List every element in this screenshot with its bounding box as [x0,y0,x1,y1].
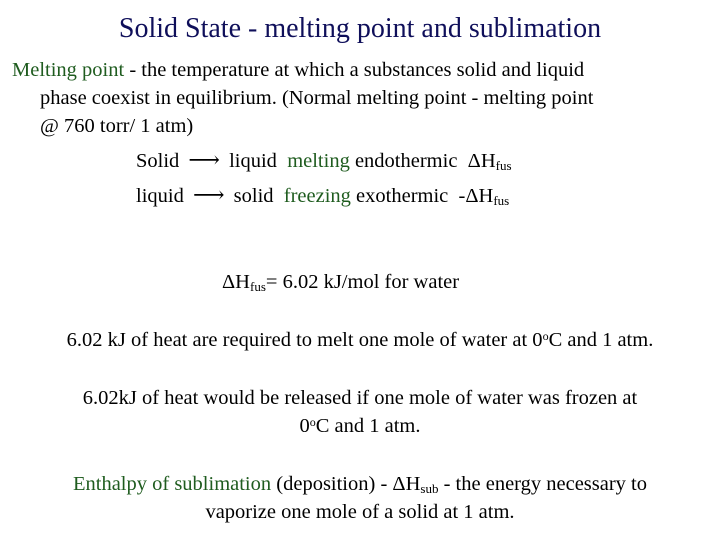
eq2-sub: fus [493,193,510,208]
melting-point-definition-line3: @ 760 torr/ 1 atm) [40,115,194,137]
melting-point-term: Melting point [12,59,125,81]
eq2-from: liquid [136,185,184,207]
freeze-rest: C and 1 atm. [315,415,421,437]
eq1-from: Solid [136,150,180,172]
equation-freezing [136,183,509,208]
water-rest: = 6.02 kJ/mol for water [265,271,460,293]
eq1-sub: fus [495,158,512,173]
eq2-type: exothermic [356,185,449,207]
eq2-symbol: ΔH [465,185,494,207]
sublimation-line2: vaporize one mole of a solid at 1 atm. [205,501,515,523]
sublimation-term: Enthalpy of sublimation [72,473,272,495]
eq1-symbol: ΔH [467,150,496,172]
eq1-process: melting [287,150,350,172]
melt-statement [0,328,720,352]
melting-point-def-text1: - the temperature at which a substances solid and liquid [124,59,585,81]
freeze-zero: 0 [299,415,310,437]
melting-point-definition-line2: phase coexist in equilibrium. (Normal melting point - melting point [40,87,594,109]
sublimation-sub: sub [420,481,439,496]
eq1-type: endothermic [354,150,458,172]
right-arrow-icon: ⟶ [188,147,220,172]
water-enthalpy-value [222,270,459,294]
sublimation-symbol: ΔH [392,473,421,495]
freeze-deg: o [309,415,316,429]
melting-point-definition-line1 [12,58,584,82]
melt-rest: C and 1 atm. [548,329,654,351]
right-arrow-icon: ⟶ [192,182,225,207]
eq2-to: solid [233,185,274,207]
sublimation-text1: (deposition) - [271,473,393,495]
equation-melting [136,148,512,173]
melt-deg: o [542,329,549,343]
melt-text: 6.02 kJ of heat are required to melt one mole of water at 0 [66,329,543,351]
water-sub: fus [250,279,266,294]
eq2-process: freezing [283,185,351,207]
freeze-statement-line2 [0,414,720,438]
eq1-to: liquid [229,150,277,172]
slide-title: Solid State - melting point and sublimation [118,13,602,44]
sublimation-line1 [0,472,720,496]
water-symbol: ΔH [222,271,250,293]
sublimation-text2: - the energy necessary to [438,473,648,495]
eq2-sign: - [458,185,466,207]
freeze-statement-line1: 6.02kJ of heat would be released if one mole of water was frozen at [82,387,638,409]
